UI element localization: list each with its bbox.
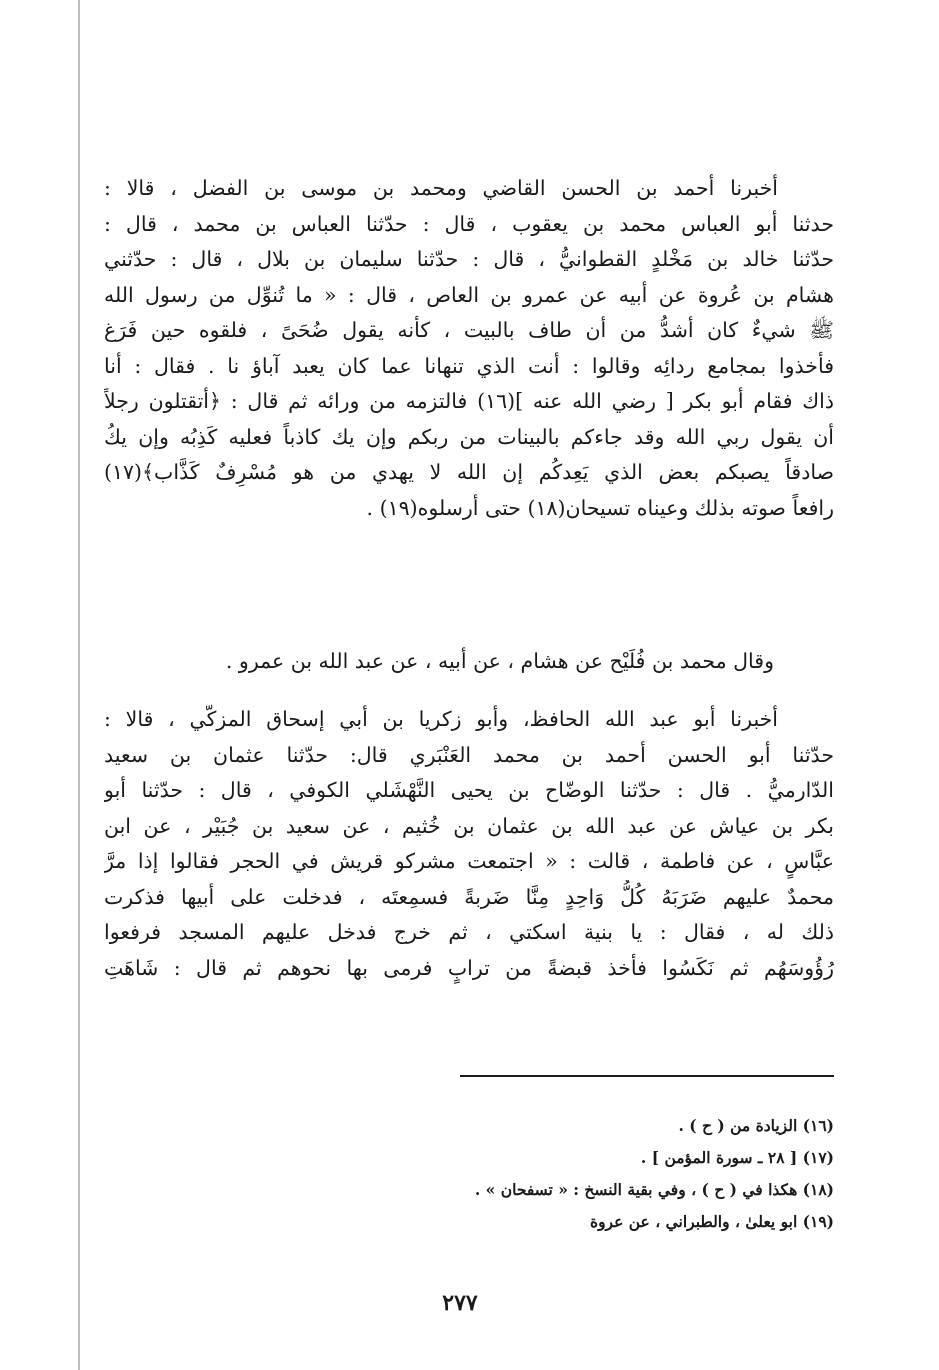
text-line: فأخذوا بمجامع ردائِه وقالوا : أنت الذي تنهانا عما كان يعبد آباؤ نا . فقال : أنا: [104, 353, 834, 378]
scan-edge-line: [78, 0, 80, 1370]
text-line: محمدٌ عليهم ضَرَبَهُ كُلُّ وَاحِدٍ مِنَّا ضَربةً فسمِعتَه ، فدخلت على أبيها فذكرت: [104, 884, 834, 909]
paragraph-2: [104, 644, 834, 680]
footnote-17: (١٧) [ ٢٨ ـ سورة المؤمن ] .: [640, 1148, 834, 1167]
footnote-16: (١٦) الزيادة من ( ح ) .: [678, 1116, 834, 1135]
text-line: حدّثنا خالد بن مَخْلدٍ القطوانيُّ ، قال : حدّثنا سليمان بن بلال ، قال : حدّثني: [104, 247, 834, 271]
text-line: ﷺ شيءٌ كان أشدُّ من أن طاف بالبيت ، كأنه يقول ضُحَىً ، فلقوه حين فَرَغ: [104, 318, 834, 342]
text-line: رُؤُوسَهُم ثم نَكَسُوا فأخذ قبضةً من ترابٍ فرمى بها نحوهم ثم قال : شَاهَتِ: [104, 955, 834, 980]
page-number: ٢٧٧: [442, 1290, 478, 1316]
text-line: أخبرنا أحمد بن الحسن القاضي ومحمد بن موسى بن الفضل ، قالا :: [104, 176, 778, 200]
text-line: حدّثنا أبو الحسن أحمد بن محمد العَنْبَري قال: حدّثنا عثمان بن سعيد: [104, 742, 834, 767]
text-line: الدّارميُّ . قال : حدّثنا الوضّاح بن يحيى النَّهْشَلي الكوفي ، قال : حدّثنا أبو: [104, 778, 834, 802]
paragraph-3: [104, 702, 834, 986]
text-line: ذاك فقام أبو بكر [ رضي الله عنه ](١٦) فالتزمه من ورائه ثم قال : ﴿أتقتلون رجلاً: [104, 389, 834, 413]
text-line: هشام بن عُروة عن أبيه عن عمرو بن العاص ، قال : « ما تُنوِّل من رسول الله: [104, 282, 834, 307]
paragraph-1: [104, 171, 834, 526]
text-line: عبَّاسٍ ، عن فاطمة ، قالت : « اجتمعت مشركو قريش في الحجر فقالوا إذا مرَّ: [104, 849, 834, 873]
footnote-divider: [460, 1075, 834, 1077]
text-line: أخبرنا أبو عبد الله الحافظ، وأبو زكريا بن أبي إسحاق المزكّي ، قالا :: [104, 707, 778, 731]
footnotes: [360, 1110, 834, 1238]
text-line: رافعاً صوته بذلك وعيناه تسيحان(١٨) حتى أرسلوه(١٩) .: [366, 495, 834, 520]
text-line: ذلك له ، فقال : يا بنية اسكتي ، ثم خرج فدخل عليهم المسجد فرفعوا: [104, 920, 834, 944]
text-line: بكر بن عياش عن عبد الله بن عثمان بن خُثيم ، عن سعيد بن جُبَيْر ، عن ابن: [104, 813, 834, 838]
footnote-19: (١٩) ابو يعلىٰ ، والطبراني ، عن عروة: [589, 1212, 834, 1231]
text-line: وقال محمد بن فُلَيْح عن هشام ، عن أبيه ، عن عبد الله بن عمرو .: [225, 649, 774, 673]
text-line: صادقاً يصبكم بعض الذي يَعِدكُم إن الله لا يهدي من هو مُسْرِفٌ كَذَّاب﴾(١٧): [104, 460, 834, 484]
footnote-18: (١٨) هكذا في ( ح ) ، وفي بقية النسخ : « تسفحان » .: [474, 1180, 834, 1199]
text-line: أن يقول ربي الله وقد جاءكم بالبينات من ربكم وإن يك كاذباً فعليه كَذِبُه وإن يكُ: [104, 424, 834, 449]
text-line: حدثنا أبو العباس محمد بن يعقوب ، قال : حدّثنا العباس بن محمد ، قال :: [104, 211, 834, 236]
